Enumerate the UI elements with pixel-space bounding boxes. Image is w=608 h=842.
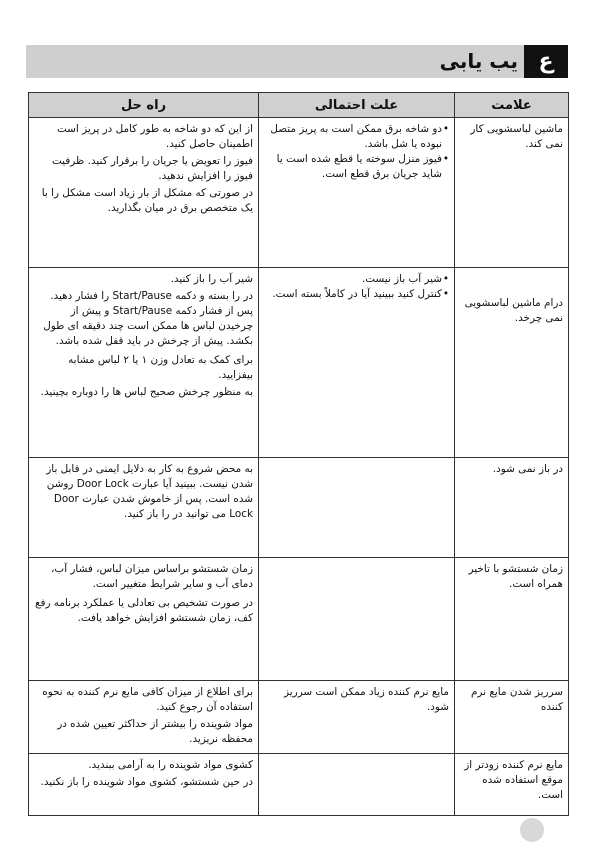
cause-cell xyxy=(259,118,455,268)
symptom-text: درام ماشین لباسشویی نمی چرخد. xyxy=(464,297,563,324)
table-row xyxy=(29,268,569,458)
column-header-symptom: علامت xyxy=(455,93,569,118)
troubleshooting-table xyxy=(28,92,569,816)
section-header xyxy=(26,45,568,78)
section-title: یب یابی xyxy=(439,49,518,73)
symptom-cell: زمان شستشو با تاخیر همراه است. xyxy=(455,558,569,681)
solution-item: در را بسته و دکمه Start/Pause را فشار دهید. پس از فشار دکمه Start/Pause و پیش از چرخیدن لباس ها ممکن است چند دقیقه ای طول بکشد. پیش از چرخش در باید قفل شده باشد. xyxy=(43,290,253,347)
symptom-cell: سرریز شدن مایع نرم کننده xyxy=(455,681,569,754)
cause-cell xyxy=(259,558,455,681)
solution-item: به منظور چرخش صحیح لباس ها را دوباره بچینید. xyxy=(40,386,253,398)
solution-cell xyxy=(29,558,259,681)
symptom-cell: مایع نرم کننده زودتر از موقع استفاده شده است. xyxy=(455,754,569,816)
solution-cell xyxy=(29,754,259,816)
solution-cell xyxy=(29,681,259,754)
table-header-row xyxy=(29,93,569,118)
table-row xyxy=(29,681,569,754)
cause-item: • شیر آب باز نیست. xyxy=(264,272,449,287)
table-row xyxy=(29,754,569,816)
symptom-cell: ماشین لباسشویی کار نمی کند. xyxy=(455,118,569,268)
symptom-cell: در باز نمی شود. xyxy=(455,458,569,558)
cause-cell xyxy=(259,268,455,458)
solution-cell xyxy=(29,268,259,458)
solution-item: در صورت تشخیص بی تعادلی یا عملکرد برنامه رفع کف، زمان شستشو افزایش خواهد یافت. xyxy=(34,597,253,624)
cause-cell xyxy=(259,681,455,754)
solution-item: زمان شستشو براساس میزان لباس، فشار آب، دمای آب و سایر شرایط متغییر است. xyxy=(51,563,253,590)
solution-item: در حین شستشو، کشوی مواد شوینده را باز نکنید. xyxy=(40,776,253,788)
solution-item: از این که دو شاخه به طور کامل در پریز است اطمینان حاصل کنید. xyxy=(56,123,253,150)
symptom-cell xyxy=(455,268,569,458)
cause-item: • فیوز منزل سوخته یا قطع شده است یا شاید جریان برق قطع است. xyxy=(264,152,449,182)
cause-item: • دو شاخه برق ممکن است به پریز متصل نبوده یا شل باشد. xyxy=(264,122,449,152)
table-row xyxy=(29,458,569,558)
solution-item: مواد شوینده را بیشتر از حداکثر تعیین شده در محفظه نریزید. xyxy=(57,718,253,745)
solution-cell xyxy=(29,458,259,558)
solution-item: برای اطلاع از میزان کافی مایع نرم کننده به نحوه استفاده آن رجوع کنید. xyxy=(42,686,253,713)
solution-item: شیر آب را باز کنید. xyxy=(170,273,253,285)
solution-item: در صورتی که مشکل از بار زیاد است مشکل را با یک متخصص برق در میان بگذارید. xyxy=(41,187,253,214)
solution-item: به محض شروع به کار به دلایل ایمنی در قابل باز شدن نیست. ببینید آیا عبارت Door Lock روشن شده است. پس از خاموش شدن عبارت Door Lock می توانید در را باز کنید. xyxy=(46,463,253,520)
page-number-badge xyxy=(520,818,544,842)
cause-item: • کنترل کنید ببینید آیا در کاملاً بسته است. xyxy=(264,287,449,302)
cause-cell xyxy=(259,754,455,816)
table-row xyxy=(29,558,569,681)
solution-item: کشوی مواد شوینده را به آرامی ببندید. xyxy=(88,759,253,771)
column-header-cause: علت احتمالی xyxy=(259,93,455,118)
solution-item: برای کمک به تعادل وزن ۱ یا ۲ لباس مشابه بیفزایید. xyxy=(68,354,253,381)
table-row xyxy=(29,118,569,268)
solution-item: فیوز را تعویض یا جریان را برقرار کنید. ظرفیت فیوز را افزایش ندهید. xyxy=(51,155,253,182)
cause-cell xyxy=(259,458,455,558)
column-header-solution: راه حل xyxy=(29,93,259,118)
cause-item: مایع نرم کننده زیاد ممکن است سرریز شود. xyxy=(284,686,449,713)
section-badge: ع xyxy=(524,45,568,78)
solution-cell xyxy=(29,118,259,268)
